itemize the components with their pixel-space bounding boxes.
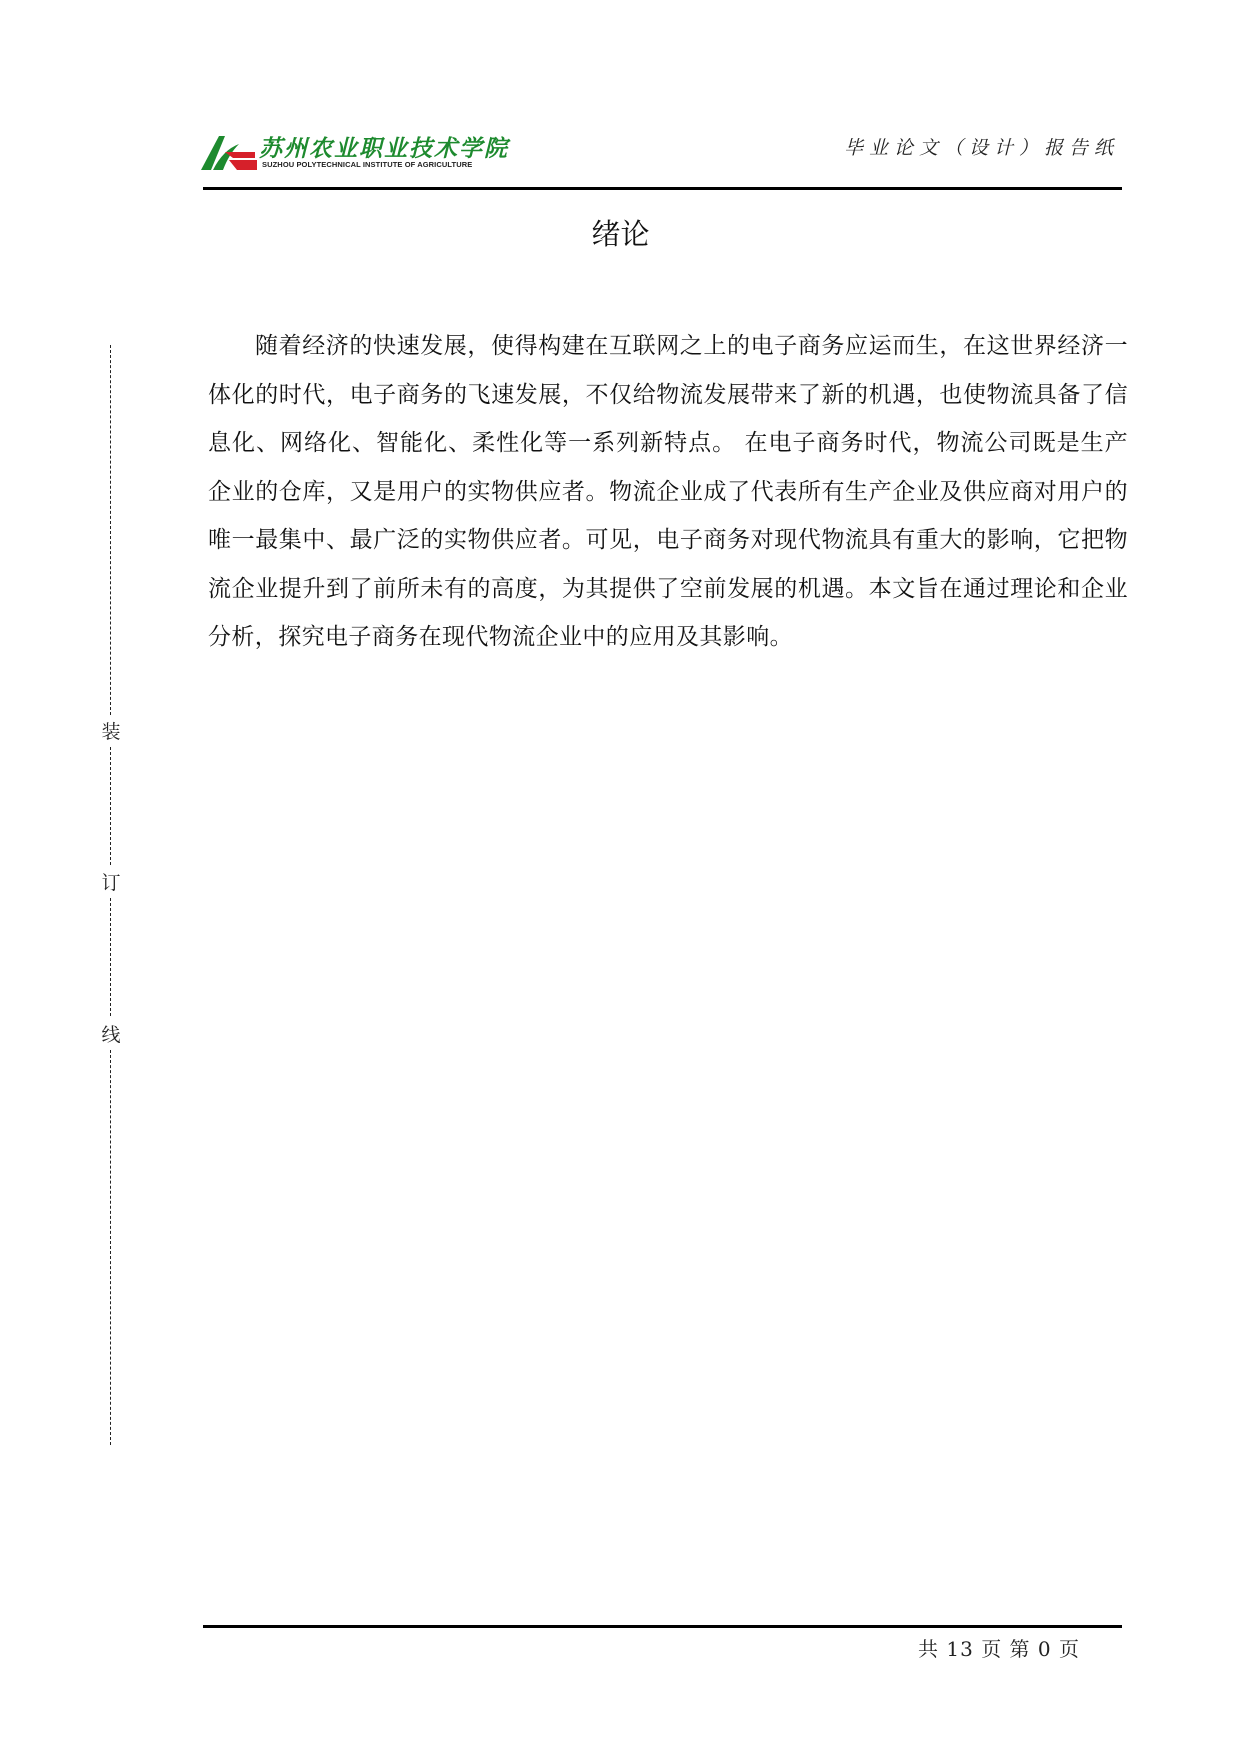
- binding-dash-line: [110, 345, 111, 715]
- footer-rule: [203, 1625, 1122, 1628]
- binding-char-ding: 订: [100, 868, 122, 895]
- section-title: 绪论: [591, 217, 650, 251]
- logo-chinese-name: 苏州农业职业技术学院: [259, 136, 509, 162]
- school-emblem-icon: [199, 130, 259, 174]
- school-logo: [199, 130, 519, 174]
- logo-english-name: SUZHOU POLYTECHNICAL INSTITUTE OF AGRICULTURE: [262, 160, 473, 169]
- binding-margin: [100, 345, 122, 1445]
- binding-char-xian: 线: [100, 1020, 122, 1047]
- binding-dash-line: [110, 1050, 111, 1445]
- binding-char-zhuang: 装: [100, 717, 122, 744]
- document-type-label: 毕业论文（设计）报告纸: [843, 137, 1119, 159]
- body-paragraph: 随着经济的快速发展，使得构建在互联网之上的电子商务应运而生，在这世界经济一体化的时代，电子商务的飞速发展，不仅给物流发展带来了新的机遇，也使物流具备了信息化、网络化、智能化、柔性化等一系列新特点。 在电子商务时代，物流公司既是生产企业的仓库，又是用户的实物供应者。物流企业成了代表所有生产企业及供应商对用户的唯一最集中、最广泛的实物供应者。可见，电子商务对现代物流具有重大的影响，它把物流企业提升到了前所未有的高度，为其提供了空前发展的机遇。本文旨在通过理论和企业分析，探究电子商务在现代物流企业中的应用及其影响。: [208, 333, 1128, 650]
- binding-dash-line: [110, 898, 111, 1016]
- binding-dash-line: [110, 747, 111, 865]
- page-number: 共 13 页 第 0 页: [918, 1637, 1080, 1661]
- header-rule: [203, 187, 1122, 190]
